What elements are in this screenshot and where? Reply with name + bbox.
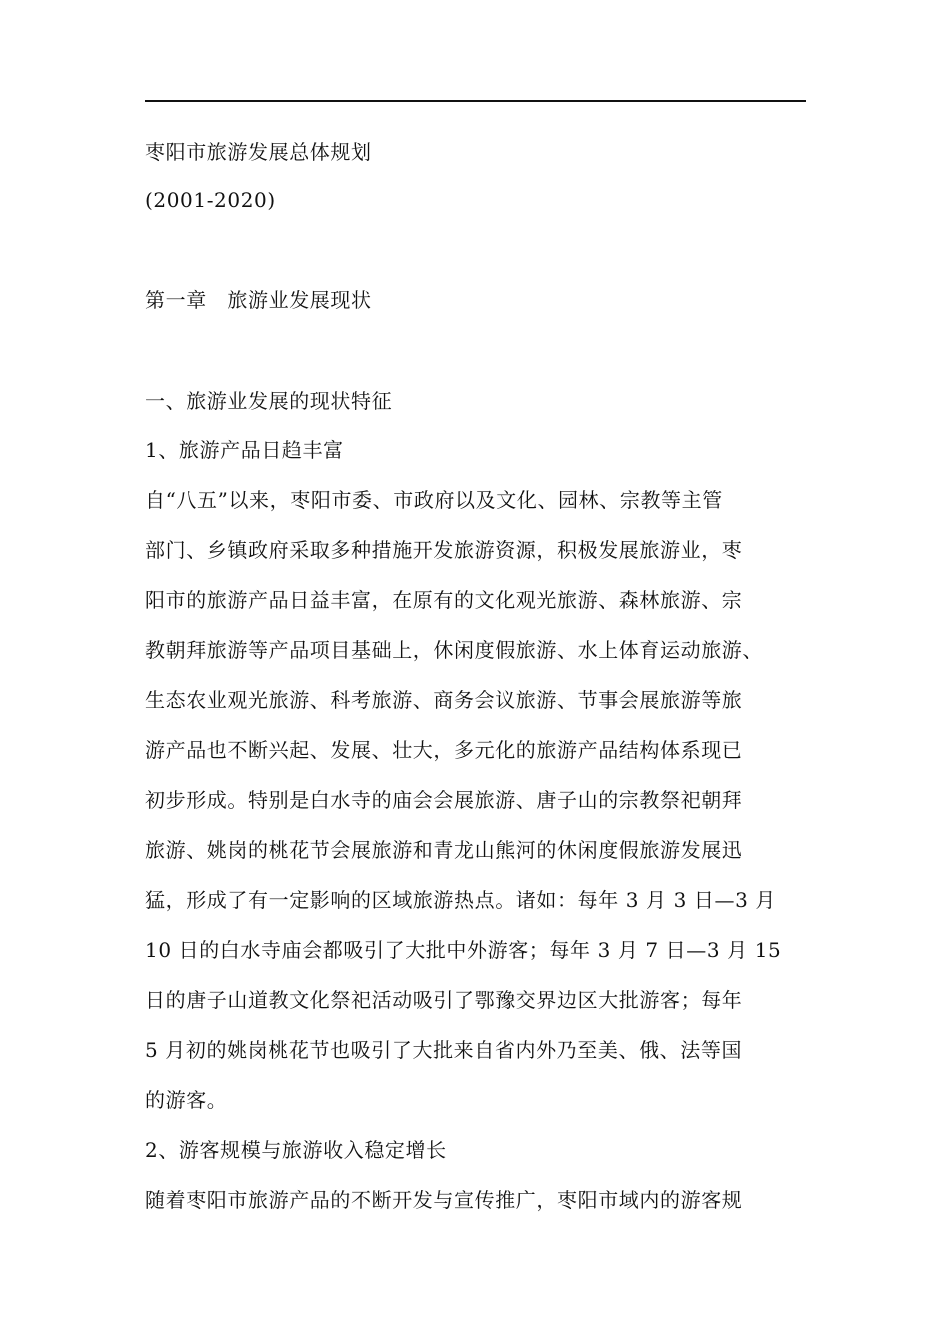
paragraph-1-line: 部门、乡镇政府采取多种措施开发旅游资源，积极发展旅游业，枣 <box>145 538 743 562</box>
chapter-heading: 第一章 旅游业发展现状 <box>145 288 372 312</box>
paragraph-1-line: 5 月初的姚岗桃花节也吸引了大批来自省内外乃至美、俄、法等国 <box>145 1038 743 1062</box>
document-period: (2001-2020) <box>145 188 276 212</box>
subsection-heading-1: 1、旅游产品日趋丰富 <box>145 438 344 462</box>
paragraph-1-line: 初步形成。特别是白水寺的庙会会展旅游、唐子山的宗教祭祀朝拜 <box>145 788 743 812</box>
paragraph-1-line: 10 日的白水寺庙会都吸引了大批中外游客；每年 3 月 7 日—3 月 15 <box>145 938 782 962</box>
document-title: 枣阳市旅游发展总体规划 <box>145 140 372 164</box>
paragraph-1-line: 阳市的旅游产品日益丰富，在原有的文化观光旅游、森林旅游、宗 <box>145 588 743 612</box>
paragraph-1-line: 生态农业观光旅游、科考旅游、商务会议旅游、节事会展旅游等旅 <box>145 688 743 712</box>
paragraph-1-line: 自“八五”以来，枣阳市委、市政府以及文化、园林、宗教等主管 <box>145 488 723 512</box>
paragraph-1-line: 教朝拜旅游等产品项目基础上，休闲度假旅游、水上体育运动旅游、 <box>145 638 763 662</box>
subsection-heading-2: 2、游客规模与旅游收入稳定增长 <box>145 1138 447 1162</box>
paragraph-2-line: 随着枣阳市旅游产品的不断开发与宣传推广，枣阳市域内的游客规 <box>145 1188 743 1212</box>
section-heading: 一、旅游业发展的现状特征 <box>145 389 393 413</box>
paragraph-1-line: 日的唐子山道教文化祭祀活动吸引了鄂豫交界边区大批游客；每年 <box>145 988 743 1012</box>
header-rule <box>145 100 806 102</box>
paragraph-1-line: 旅游、姚岗的桃花节会展旅游和青龙山熊河的休闲度假旅游发展迅 <box>145 838 743 862</box>
paragraph-1-line: 猛，形成了有一定影响的区域旅游热点。诸如：每年 3 月 3 日—3 月 <box>145 888 776 912</box>
paragraph-1-line: 的游客。 <box>145 1088 228 1112</box>
paragraph-1-line: 游产品也不断兴起、发展、壮大，多元化的旅游产品结构体系现已 <box>145 738 743 762</box>
